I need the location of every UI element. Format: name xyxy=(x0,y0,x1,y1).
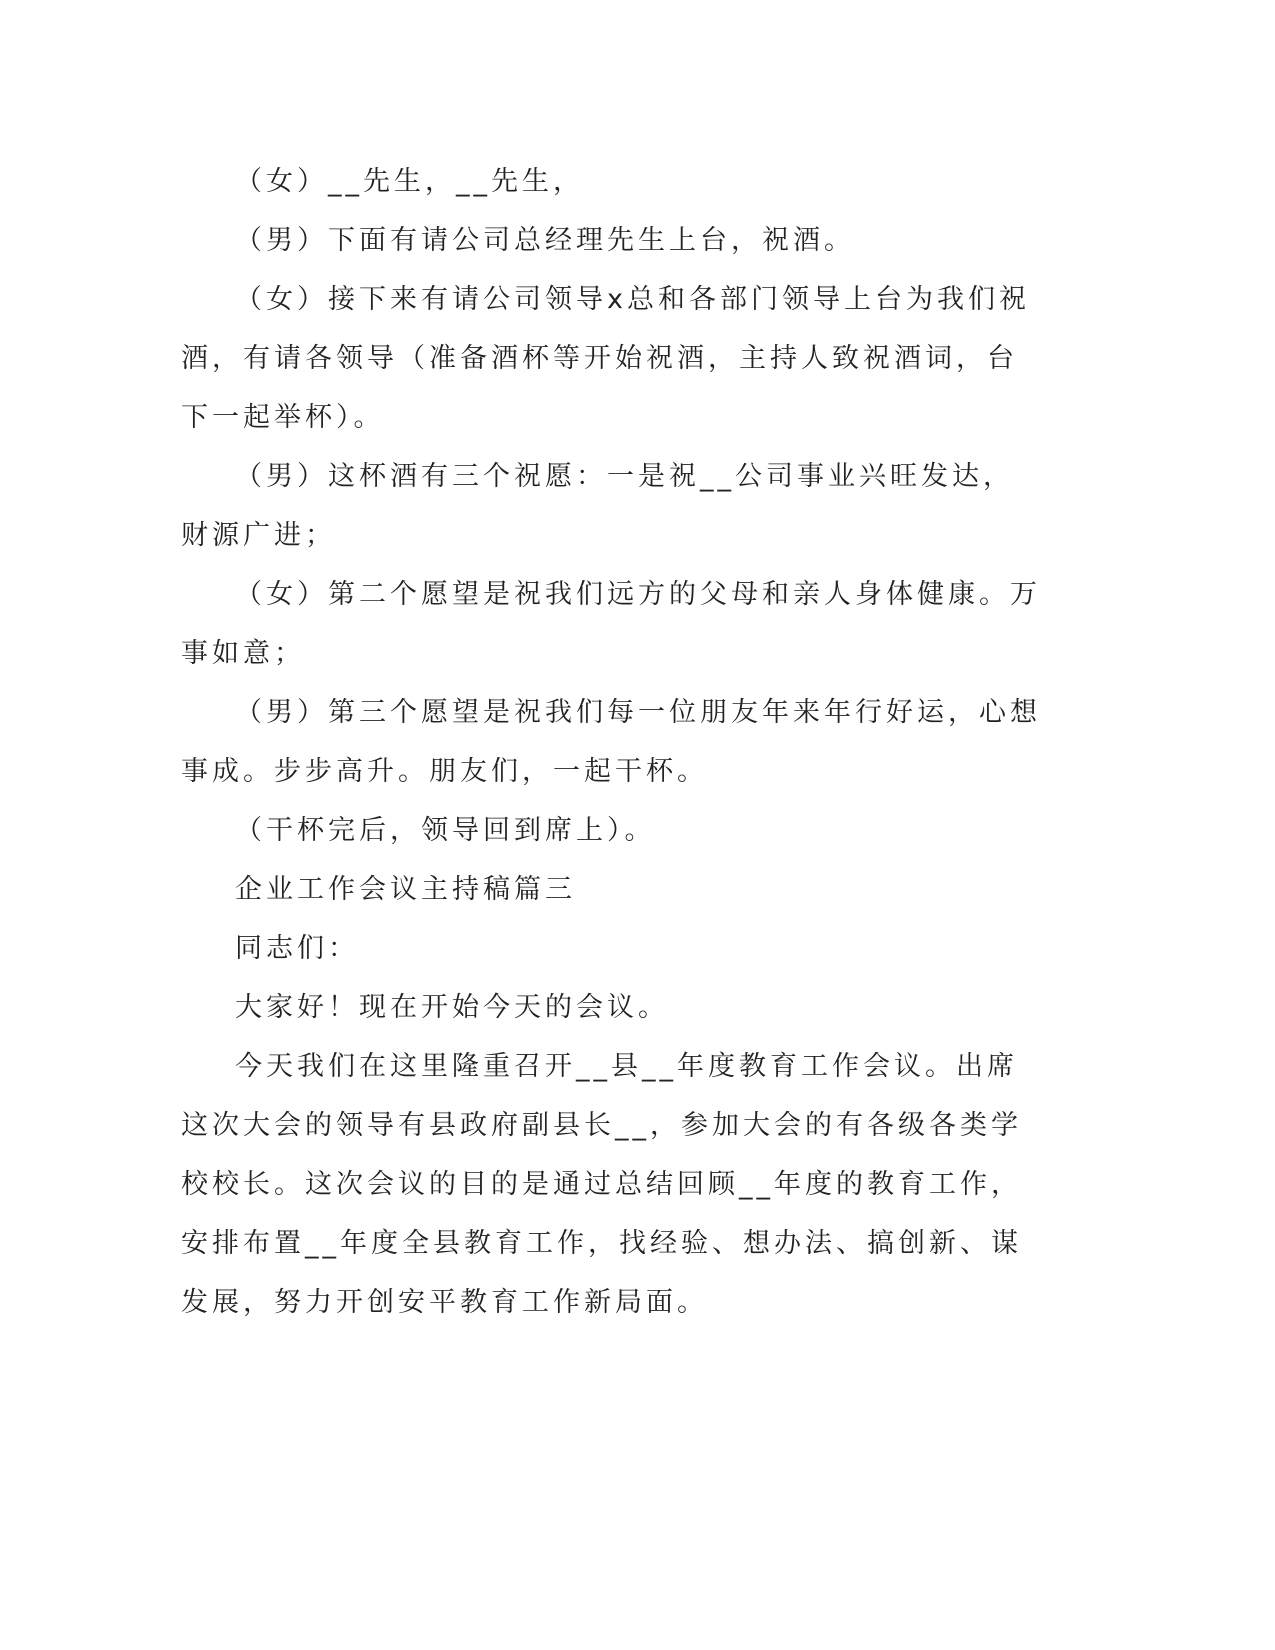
paragraph-2: （男）下面有请公司总经理先生上台，祝酒。 xyxy=(235,225,855,256)
paragraph-meeting-intro: 今天我们在这里隆重召开__县__年度教育工作会议。出席这次大会的领导有县政府副县长__，参加大会的有各级各类学校校长。这次会议的目的是通过总结回顾__年度的教育工作，安排布置__年度全县教育工作，找经验、想办法、搞创新、谋发展，努力开创安平教育工作新局面。 xyxy=(181,1051,1022,1318)
paragraph-5: （女）第二个愿望是祝我们远方的父母和亲人身体健康。万事如意； xyxy=(181,579,1041,669)
paragraph-1: （女）__先生，__先生， xyxy=(235,166,584,197)
section-heading: 企业工作会议主持稿篇三 xyxy=(235,874,576,905)
greeting: 大家好！现在开始今天的会议。 xyxy=(235,992,669,1023)
paragraph-7: （干杯完后，领导回到席上）。 xyxy=(235,815,656,846)
paragraph-6: （男）第三个愿望是祝我们每一位朋友年来年行好运，心想事成。步步高升。朋友们，一起干杯。 xyxy=(181,697,1041,787)
document-body xyxy=(181,152,1041,1332)
paragraph-4: （男）这杯酒有三个祝愿：一是祝__公司事业兴旺发达，财源广进； xyxy=(181,461,1014,551)
paragraph-3: （女）接下来有请公司领导x总和各部门领导上台为我们祝酒，有请各领导（准备酒杯等开始祝酒，主持人致祝酒词，台下一起举杯）。 xyxy=(181,284,1030,433)
salutation: 同志们： xyxy=(235,933,359,964)
